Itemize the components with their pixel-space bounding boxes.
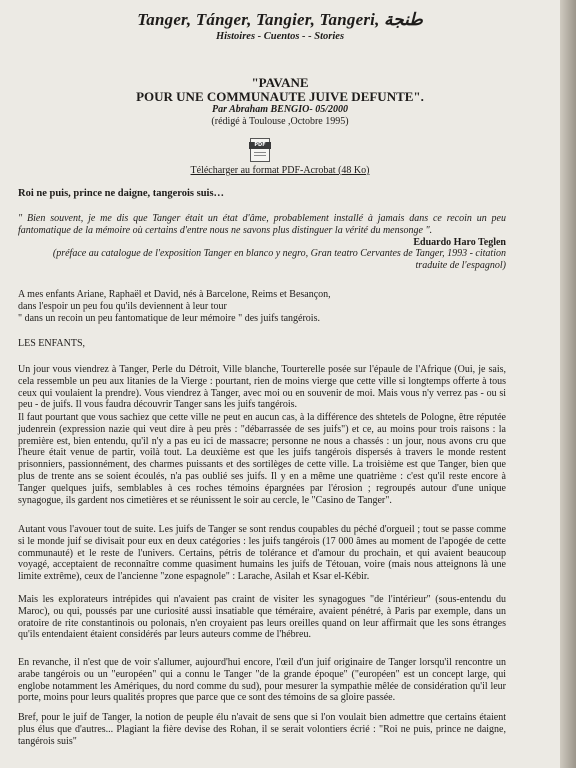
pdf-download-link[interactable]: Télécharger au format PDF-Acrobat (48 Ko) [190, 165, 370, 176]
dedication-line-3: " dans un recoin un peu fantomatique de leur mémoire " des juifs tangérois. [18, 312, 320, 324]
dedication [18, 289, 506, 324]
pdf-icon-label: PDF [249, 142, 271, 149]
epigraph-author: Eduardo Haro Teglen [413, 236, 506, 248]
article-title-line-2: POUR UNE COMMUNAUTE JUIVE DEFUNTE". [136, 89, 424, 104]
site-subtitle: Histoires - Cuentos - - Stories [215, 31, 345, 42]
paragraph-5: En revanche, il n'est que de voir s'allumer, aujourd'hui encore, l'œil d'un juif originaire de Tanger lorsqu'il rencontre un arabe tangérois ou un "européen" qui a connu le Tanger "de la grande époque" ("européen" est un concept large, qui englobe notamment les Amériques, du nord comme du sud), pour mesurer la sympathie mêlée de considération qu'il leur porte, moins pour leurs qualités propres que parce que ce sont des témoins de sa gloire passée. [18, 657, 506, 704]
epigraph-reference-1: (préface au catalogue de l'exposition Tanger en blanco y negro, Gran teatro Cervantes de Tanger, 1993 - citation [52, 248, 506, 260]
epigraph [18, 213, 506, 272]
paragraph-6: Bref, pour le juif de Tanger, la notion de peuple élu n'avait de sens que si l'on voulait bien admettre que certains étaient plus élus que d'autres... Plagiant la fière devise des Rohan, il se serait volontiers écrié : "Roi ne puis, prince ne daigne, tangérois suis" [18, 712, 506, 747]
epigraph-quote: " Bien souvent, je me dis que Tanger était un état d'âme, probablement installé à jamais dans ce recoin un peu fantomatique de la mémoire où certains d'entre nous ne savons plus distinguer la vérité du mensonge ". [18, 213, 506, 236]
dedication-line-2: dans l'espoir un peu fou qu'ils deviennent à leur tour [18, 300, 227, 312]
section-heading-roi: Roi ne puis, prince ne daigne, tangerois suis… [18, 188, 225, 199]
section-heading-enfants: LES ENFANTS, [18, 338, 86, 349]
article-title-line-1: "PAVANE [251, 75, 309, 90]
site-title: Tanger, Tánger, Tangier, Tangeri, طنجة [137, 10, 423, 29]
site-header [0, 10, 560, 42]
dedication-line-1: A mes enfants Ariane, Raphaël et David, nés à Barcelone, Reims et Besançon, [18, 289, 331, 300]
epigraph-reference-2: traduite de l'espagnol) [415, 260, 506, 272]
page-edge [560, 0, 576, 768]
paragraph-4: Mais les explorateurs intrépides qui n'avaient pas craint de visiter les synagogues "de l'intérieur" (sous-entendu du Maroc), ou qui, poussés par une curiosité aussi insatiable que téméraire, avaient pénétré, à Paris par exemple, dans un oratoire de rite constantinois ou polonais, n'en croyaient pas leurs oreilles quand on leur affirmait que les sons étranges qu'ils entendaient étaient considérés par leurs auteurs comme de l'hébreu. [18, 594, 506, 641]
paragraph-3: Autant vous l'avouer tout de suite. Les juifs de Tanger se sont rendus coupables du péché d'orgueil ; tout se passe comme si le monde juif se divisait pour eux en deux catégories : les juifs tangérois (17 000 âmes au moment de l'apogée de cette communauté) et le reste de l'univers. Certains, pétris de tolérance et d'amour du prochain, et qui avaient beaucoup voyagé, acceptaient de reconnaître comme quasiment humains les juifs de Tétouan, voire (mais nous atteignons là une limite extrême), ceux de l'ancienne "zone espagnole" : Larache, Asilah et Ksar el-Kébir. [18, 524, 506, 583]
pdf-file-icon[interactable] [250, 138, 270, 162]
paragraph-2: Il faut pourtant que vous sachiez que cette ville ne peut en aucun cas, à la différence des shtetels de Pologne, être réputée judenrein (expression nazie qui veut dire à peu près : "débarrassée de ses juifs") et ce, au moins pour trois raisons : la première est, bien entendu, qu'il n'y a pas eu ici de massacre; personne ne nous a chassés : un jour, nous avons cru que l'heure était venue de partir, voilà tout. La deuxième est que les juifs tangérois dispersés à travers le monde restent prisonniers, passionnément, des charmes puissants et des sortilèges de cette ville. La troisième est que Tanger, bien que plus de trente ans se soient écoulés, n'a pas oublié ses juifs. Il y en a même une quatrième : c'est qu'il reste encore à Tanger quelques juifs, semblables à ces roches témoins épargnées par l'érosion ; regroupés autour d'une unique synagogue, ils gardent nos cimetières et se réunissent le soir au cercle, le "Casino de Tanger". [18, 412, 506, 506]
article-written-note: (rédigé à Toulouse ,Octobre 1995) [211, 116, 349, 127]
article-heading [0, 76, 560, 128]
paragraph-1: Un jour vous viendrez à Tanger, Perle du Détroit, Ville blanche, Tourterelle posée sur l'épaule de l'Afrique (Oui, je sais, cela ressemble un peu aux litanies de la Vierge : pourtant, rien de moins vierge que cette ville si longtemps offerte à tous ceux qui voulaient la prendre). Vous viendrez à Tanger, avec moi ou en souvenir de moi. Mais vous n'y verrez pas - ou si peu - de juifs. Il vous faudra découvrir Tanger sans les juifs tangérois. [18, 364, 506, 411]
article-byline: Par Abraham BENGIO- 05/2000 [211, 104, 349, 115]
